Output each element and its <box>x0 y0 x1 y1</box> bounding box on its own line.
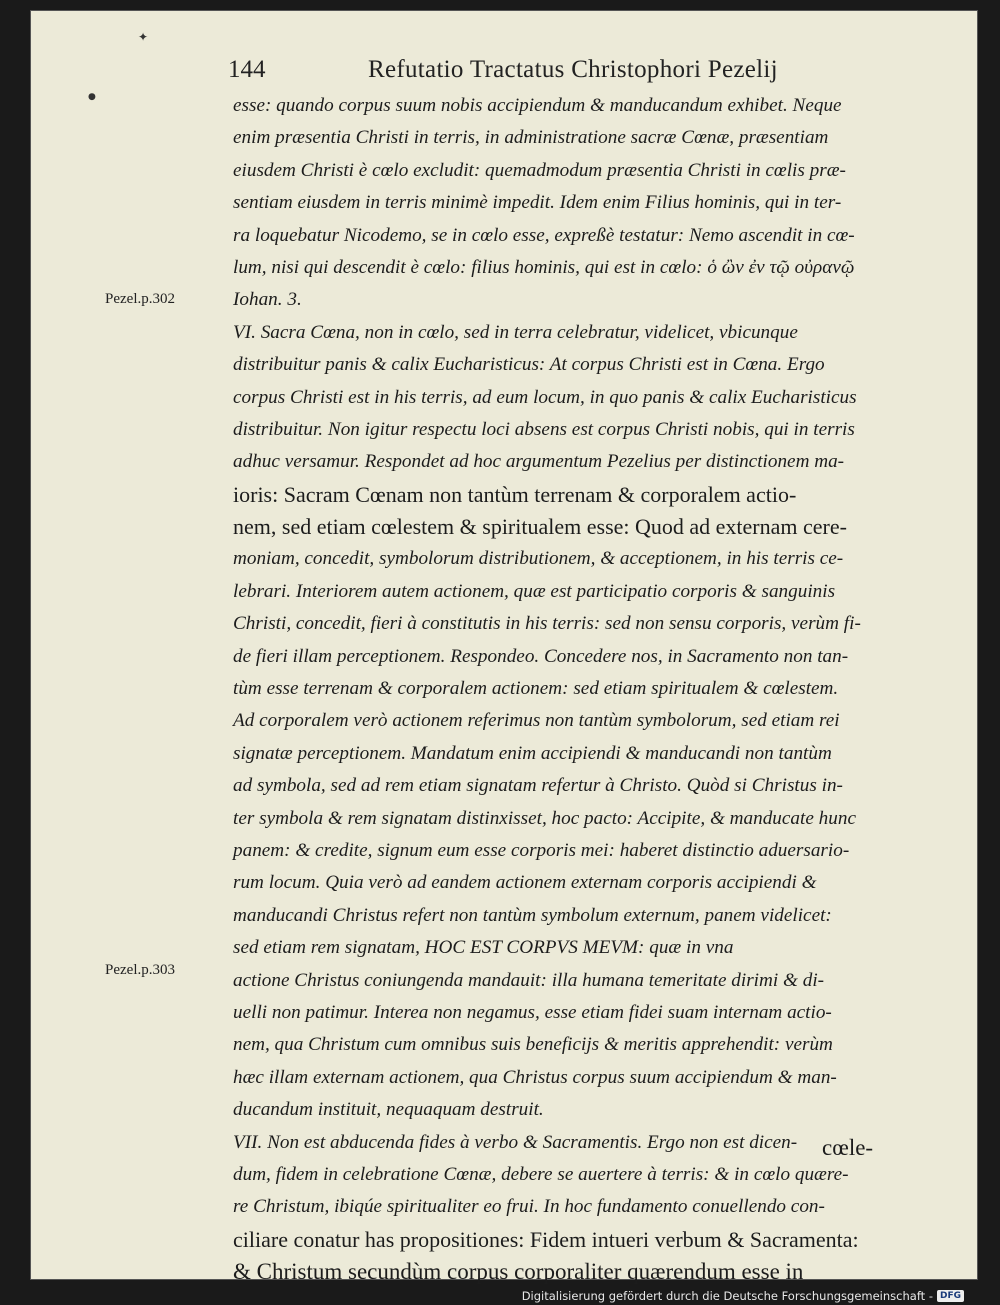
text-line: corpus Christi est in his terris, ad eum locum, in quo panis & calix Eucharisticus <box>233 386 857 408</box>
text-line: sed etiam rem signatam, HOC EST CORPVS MEVM: quæ in vna <box>233 937 734 959</box>
text-line: manducandi Christus refert non tantùm symbolum externum, panem videlicet: <box>233 904 832 926</box>
text-line: ra loquebatur Nicodemo, se in cœlo esse, expreßè testatur: Nemo ascendit in cœ- <box>233 224 855 246</box>
text-line-roman: nem, sed etiam cœlestem & spiritualem esse: Quod ad externam cere- <box>233 514 847 540</box>
text-line: lum, nisi qui descendit è cœlo: filius hominis, qui est in cœlo: ὁ ὢν ἐν τῷ οὐρανῷ <box>233 256 855 278</box>
text-line: re Christum, ibiqúe spiritualiter eo frui. In hoc fundamento conuellendo con- <box>233 1196 825 1218</box>
text-line: adhuc versamur. Respondet ad hoc argumentum Pezelius per distinctionem ma- <box>233 451 845 473</box>
running-title: Refutatio Tractatus Christophori Pezelij <box>368 56 778 83</box>
ink-speck: ● <box>88 92 96 102</box>
text-line: Christi, concedit, fieri à constitutis in his terris: sed non sensu corporis, verùm fi- <box>233 613 861 635</box>
text-line: VI. Sacra Cœna, non in cœlo, sed in terra celebratur, videlicet, vbicunque <box>233 321 798 343</box>
text-line-roman: & Christum secundùm corpus corporaliter quærendum esse in <box>233 1259 804 1285</box>
text-line: nem, qua Christum cum omnibus suis beneficijs & meritis apprehendit: verùm <box>233 1034 833 1056</box>
text-line: ducandum instituit, nequaquam destruit. <box>233 1099 544 1121</box>
text-line: panem: & credite, signum eum esse corporis mei: haberet distinctio aduersario- <box>233 839 850 861</box>
text-line: tùm esse terrenam & corporalem actionem: sed etiam spiritualem & cœlestem. <box>233 678 839 700</box>
text-line: dum, fidem in celebratione Cœnæ, debere se auertere à terris: & in cœlo quære- <box>233 1163 849 1185</box>
text-line: enim præsentia Christi in terris, in administratione sacræ Cœnæ, præsentiam <box>233 127 829 149</box>
text-line: rum locum. Quia verò ad eandem actionem externam corporis accipiendi & <box>233 872 817 894</box>
text-line: distribuitur. Non igitur respectu loci absens est corpus Christi nobis, qui in terris <box>233 418 855 440</box>
text-line: moniam, concedit, symbolorum distributionem, & acceptionem, in his terris ce- <box>233 548 844 570</box>
text-line: esse: quando corpus suum nobis accipiendum & manducandum exhibet. Neque <box>233 95 842 116</box>
digitization-footer <box>522 1289 964 1303</box>
text-line: actione Christus coniungenda mandauit: illa humana temeritate dirimi & di- <box>233 969 825 991</box>
page-number: 144 <box>228 56 266 83</box>
margin-note: Pezel.p.302 <box>105 291 175 307</box>
text-line: sentiam eiusdem in terris minimè impedit. Idem enim Filius hominis, qui in ter- <box>233 192 842 214</box>
text-line: uelli non patimur. Interea non negamus, esse etiam fidei suam internam actio- <box>233 1001 832 1023</box>
text-line-roman: ioris: Sacram Cœnam non tantùm terrenam & corporalem actio- <box>233 481 797 507</box>
text-line: ter symbola & rem signatam distinxisset, hoc pacto: Accipite, & manducate hunc <box>233 807 856 829</box>
text-line: eiusdem Christi è cœlo excludit: quemadmodum præsentia Christi in cœlis præ- <box>233 159 846 181</box>
text-line: hæc illam externam actionem, qua Christus corpus suum accipiendum & man- <box>233 1066 837 1088</box>
text-line: Ad corporalem verò actionem referimus non tantùm symbolorum, sed etiam rei <box>233 710 840 732</box>
text-line-roman: ciliare conatur has propositiones: Fidem intueri verbum & Sacramenta: <box>233 1226 859 1252</box>
text-line: VII. Non est abducenda fides à verbo & Sacramentis. Ergo non est dicen- <box>233 1131 798 1153</box>
text-line: ad symbola, sed ad rem etiam signatam refertur à Christo. Quòd si Christus in- <box>233 775 843 797</box>
footer-text: Digitalisierung gefördert durch die Deutsche Forschungsgemeinschaft - <box>521 1289 933 1303</box>
text-line: lebrari. Interiorem autem actionem, quæ est participatio corporis & sanguinis <box>233 580 836 602</box>
ink-speck: ✦ <box>138 30 149 44</box>
text-line: Iohan. 3. <box>233 289 302 311</box>
text-line: distribuitur panis & calix Eucharisticus: At corpus Christi est in Cœna. Ergo <box>233 354 825 376</box>
catchword: cœle- <box>822 1135 874 1160</box>
text-line: signatæ perceptionem. Mandatum enim accipiendi & manducandi non tantùm <box>233 742 832 764</box>
text-line: de fieri illam perceptionem. Respondeo. Concedere nos, in Sacramento non tan- <box>233 645 849 667</box>
dfg-logo: DFG <box>937 1290 964 1302</box>
body-text <box>233 90 899 1288</box>
margin-note: Pezel.p.303 <box>105 962 175 978</box>
